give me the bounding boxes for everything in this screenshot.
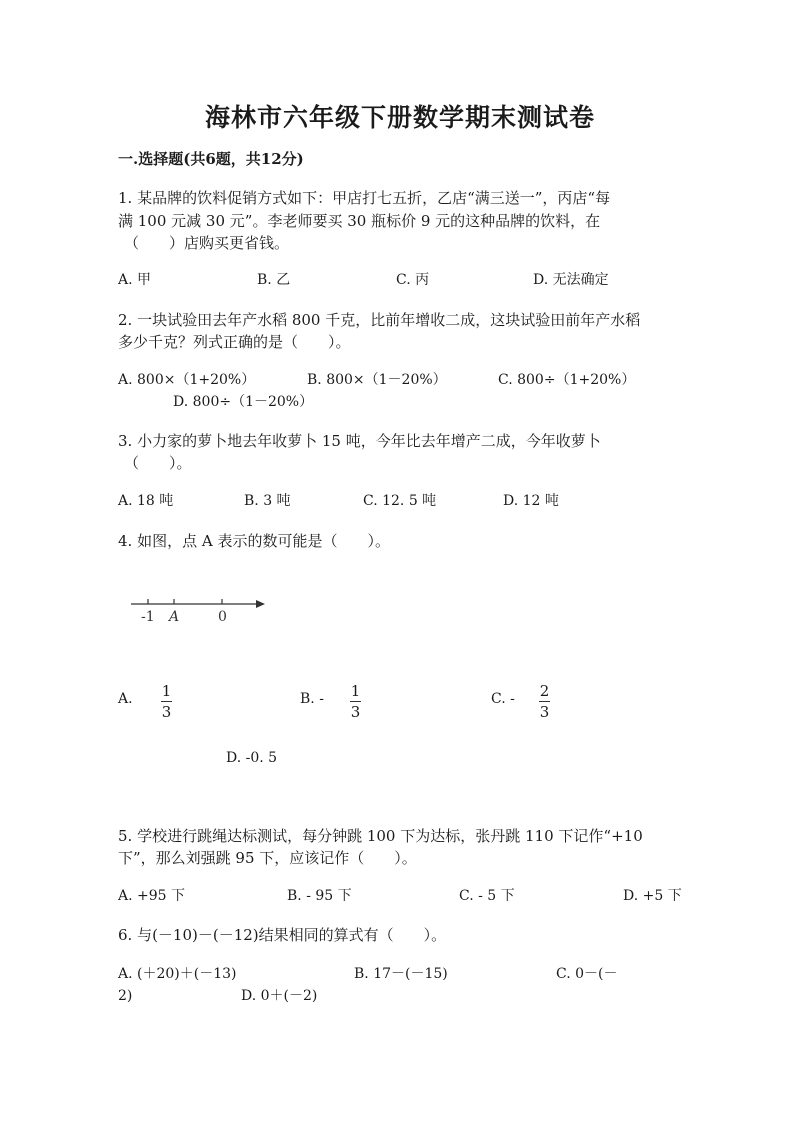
q6-option-b[interactable]: B. 17－(－15) <box>354 966 448 982</box>
q6-option-d[interactable]: D. 0＋(－2) <box>241 988 318 1004</box>
label-zero: 0 <box>218 609 227 625</box>
number-line-figure <box>125 590 275 630</box>
q1-text-line-1: 1. 某品牌的饮料促销方式如下：甲店打七五折，乙店“满三送一”，丙店“每 <box>118 189 611 207</box>
q5-text-line-1: 5. 学校进行跳绳达标测试，每分钟跳 100 下为达标，张丹跳 110 下记作“+10 <box>118 827 643 845</box>
q6-option-a[interactable]: A. (＋20)＋(－13) <box>118 966 237 982</box>
q4-option-c-fraction <box>539 683 550 720</box>
q1-option-b[interactable]: B. 乙 <box>257 272 291 288</box>
q4-option-a-prefix[interactable]: A. <box>118 691 133 707</box>
fraction-numerator: 2 <box>539 682 550 700</box>
fraction-numerator: 1 <box>161 682 172 700</box>
q4-option-c-prefix[interactable]: C. - <box>491 691 515 707</box>
q2-option-d[interactable]: D. 800÷（1－20%） <box>173 394 314 410</box>
q2-option-b[interactable]: B. 800×（1－20%） <box>307 372 447 388</box>
q6-text: 6. 与(－10)－(－12)结果相同的算式有（ ）。 <box>118 926 447 944</box>
q4-option-d[interactable]: D. -0. 5 <box>226 750 278 766</box>
q6-option-c-continued[interactable]: 2) <box>118 988 133 1004</box>
fraction-denominator: 3 <box>350 703 361 721</box>
q2-option-a[interactable]: A. 800×（1+20%） <box>118 372 256 388</box>
q6-option-c[interactable]: C. 0－(－ <box>556 966 618 982</box>
q5-option-d[interactable]: D. +5 下 <box>623 888 682 904</box>
q1-option-a[interactable]: A. 甲 <box>118 272 152 288</box>
q4-option-b-fraction <box>350 683 361 720</box>
fraction-bar <box>161 701 172 702</box>
q1-option-d[interactable]: D. 无法确定 <box>533 272 609 288</box>
fraction-numerator: 1 <box>350 682 361 700</box>
q1-option-c[interactable]: C. 丙 <box>396 272 430 288</box>
q3-option-b[interactable]: B. 3 吨 <box>244 493 291 509</box>
q4-option-a-fraction <box>161 683 172 720</box>
q3-option-d[interactable]: D. 12 吨 <box>503 493 559 509</box>
page-title: 海林市六年级下册数学期末测试卷 <box>204 103 595 132</box>
q3-option-a[interactable]: A. 18 吨 <box>118 493 174 509</box>
q5-option-c[interactable]: C. - 5 下 <box>459 888 515 904</box>
q4-option-b-prefix[interactable]: B. - <box>300 691 324 707</box>
fraction-bar <box>539 701 550 702</box>
q3-text-line-2: （ ）。 <box>124 454 192 472</box>
q2-text-line-2: 多少千克？列式正确的是（ ）。 <box>118 333 351 351</box>
label-point-a: A <box>169 609 180 625</box>
q2-option-c[interactable]: C. 800÷（1+20%） <box>498 372 636 388</box>
number-line-arrow <box>256 600 265 608</box>
q1-text-line-3: （ ）店购买更省钱。 <box>124 234 290 252</box>
q5-option-b[interactable]: B. - 95 下 <box>287 888 352 904</box>
fraction-denominator: 3 <box>539 703 550 721</box>
q4-text: 4. 如图，点 A 表示的数可能是（ ）。 <box>118 532 390 550</box>
q5-text-line-2: 下”，那么刘强跳 95 下，应该记作（ ）。 <box>118 849 417 867</box>
fraction-denominator: 3 <box>161 703 172 721</box>
q3-option-c[interactable]: C. 12. 5 吨 <box>363 493 437 509</box>
q3-text-line-1: 3. 小力家的萝卜地去年收萝卜 15 吨，今年比去年增产二成，今年收萝卜 <box>118 432 601 450</box>
q5-option-a[interactable]: A. +95 下 <box>118 888 186 904</box>
section-heading: 一.选择题(共6题，共12分) <box>118 150 304 168</box>
q2-text-line-1: 2. 一块试验田去年产水稻 800 千克，比前年增收二成，这块试验田前年产水稻 <box>118 311 641 329</box>
q1-text-line-2: 满 100 元减 30 元”。李老师要买 30 瓶标价 9 元的这种品牌的饮料，在 <box>118 212 601 230</box>
fraction-bar <box>350 701 361 702</box>
label-minus-one: -1 <box>141 609 155 625</box>
